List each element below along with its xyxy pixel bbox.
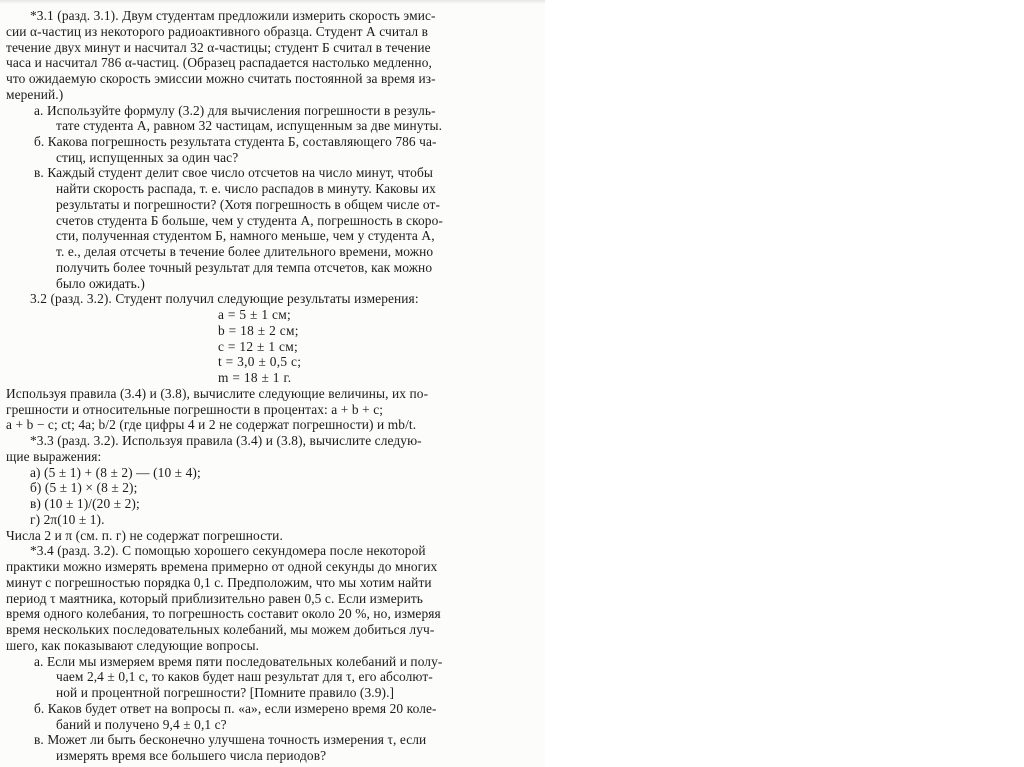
p34-line-12: баний и получено 9,4 ± 0,1 с? (56, 716, 227, 732)
p31-line-10: стиц, испущенных за один час? (56, 149, 239, 165)
p33-line-1: *3.3 (разд. 3.2). Используя правила (3.4) и (3.8), вычислите следую- (30, 433, 422, 449)
p32-eq-t: t = 3,0 ± 0,5 с; (218, 354, 302, 370)
p34-line-5: время одного колебания, то погрешность составит около 20 %, но, измеряя (6, 606, 441, 622)
p34-line-10: ной и процентной погрешности? [Помните правило (3.9).] (56, 685, 395, 700)
p33-item-b: б) (5 ± 1) × (8 ± 2); (30, 480, 138, 496)
p31-line-15: сти, полученная студентом Б, намного меньше, чем у студента А, (56, 228, 435, 244)
p31-line-16: т. е., делая отсчеты в течение более длительного времени, можно (56, 244, 434, 260)
p31-line-13: результаты и погрешности? (Хотя погрешность в общем числе от- (56, 196, 441, 212)
p32-line-1: 3.2 (разд. 3.2). Студент получил следующие результаты измерения: (30, 291, 419, 307)
p31-line-17: получить более точный результат для темпа отсчетов, как можно (56, 259, 433, 275)
p34-line-13: в. Может ли быть бесконечно улучшена точность измерения τ, если (34, 732, 427, 748)
p33-item-g: г) 2π(10 ± 1). (30, 511, 105, 527)
p31-line-7: а. Используйте формулу (3.2) для вычисления погрешности в резуль- (34, 102, 436, 118)
p31-line-6: мерений.) (6, 86, 64, 102)
p33-item-v: в) (10 ± 1)/(20 ± 2); (30, 496, 140, 512)
p31-line-1: *3.1 (разд. 3.1). Двум студентам предложили измерить скорость эмис- (30, 8, 436, 23)
p31-line-18: было ожидать.) (56, 275, 145, 291)
p34-line-6: время нескольких последовательных колебаний, мы можем добиться луч- (6, 622, 435, 637)
p34-line-14: измерять время все большего числа периодов? (56, 748, 327, 763)
p31-line-5: что ожидаемую скорость эмиссии можно считать постоянной за время из- (6, 71, 436, 86)
p34-line-3: минут с погрешностью порядка 0,1 с. Предположим, что мы хотим найти (6, 574, 432, 590)
p31-line-9: б. Какова погрешность результата студента Б, составляющего 786 ча- (34, 134, 437, 149)
p34-line-2: практики можно измерять времена примерно от одной секунды до многих (6, 559, 438, 575)
p32-eq-b: b = 18 ± 2 см; (218, 322, 299, 338)
p34-line-1: *3.4 (разд. 3.2). С помощью хорошего секундомера после некоторой (30, 543, 426, 559)
p34-line-8: а. Если мы измеряем время пяти последовательных колебаний и полу- (34, 653, 443, 669)
p31-line-3: течение двух минут и насчитал 32 α-частицы; студент Б считал в течение (6, 39, 431, 55)
p32-eq-a: a = 5 ± 1 см; (218, 307, 292, 323)
p34-line-4: период τ маятника, который приблизительно равен 0,5 с. Если измерить (6, 590, 423, 606)
p31-line-4: часа и насчитал 786 α-частиц. (Образец распадается настолько медленно, (6, 55, 432, 71)
p32-eq-c: c = 12 ± 1 см; (218, 338, 299, 354)
p31-line-12: найти скорость распада, т. е. число распадов в минуту. Каковы их (56, 181, 436, 197)
p32-eq-m: m = 18 ± 1 г. (218, 370, 292, 386)
p31-line-11: в. Каждый студент делит свое число отсчетов на число минут, чтобы (34, 165, 433, 181)
p34-line-11: б. Каков будет ответ на вопросы п. «а», если измерено время 20 коле- (34, 700, 437, 716)
p31-line-8: тате студента А, равном 32 частицам, испущенным за две минуты. (56, 118, 443, 134)
p32-after-3: a + b − c; ct; 4a; b/2 (где цифры 4 и 2 не содержат погрешности) и mb/t. (6, 417, 417, 433)
p31-line-2: сии α-частиц из некоторого радиоактивного образца. Студент А считал в (6, 23, 429, 39)
p34-line-7: шего, как показывают следующие вопросы. (6, 637, 260, 653)
scan-top-edge (0, 0, 545, 4)
p32-after-2: грешности и относительные погрешности в процентах: a + b + c; (6, 401, 384, 417)
p33-item-a: а) (5 ± 1) + (8 ± 2) — (10 ± 4); (30, 464, 201, 480)
p34-line-9: чаем 2,4 ± 0,1 с, то каков будет наш результат для τ, его абсолют- (56, 669, 433, 685)
p32-after-1: Используя правила (3.4) и (3.8), вычислите следующие величины, их по- (6, 385, 429, 401)
p33-note: Числа 2 и π (см. п. г) не содержат погрешности. (6, 527, 283, 543)
p33-line-2: щие выражения: (6, 448, 102, 464)
p31-line-14: счетов студента Б больше, чем у студента А, погрешность в скоро- (56, 212, 443, 228)
